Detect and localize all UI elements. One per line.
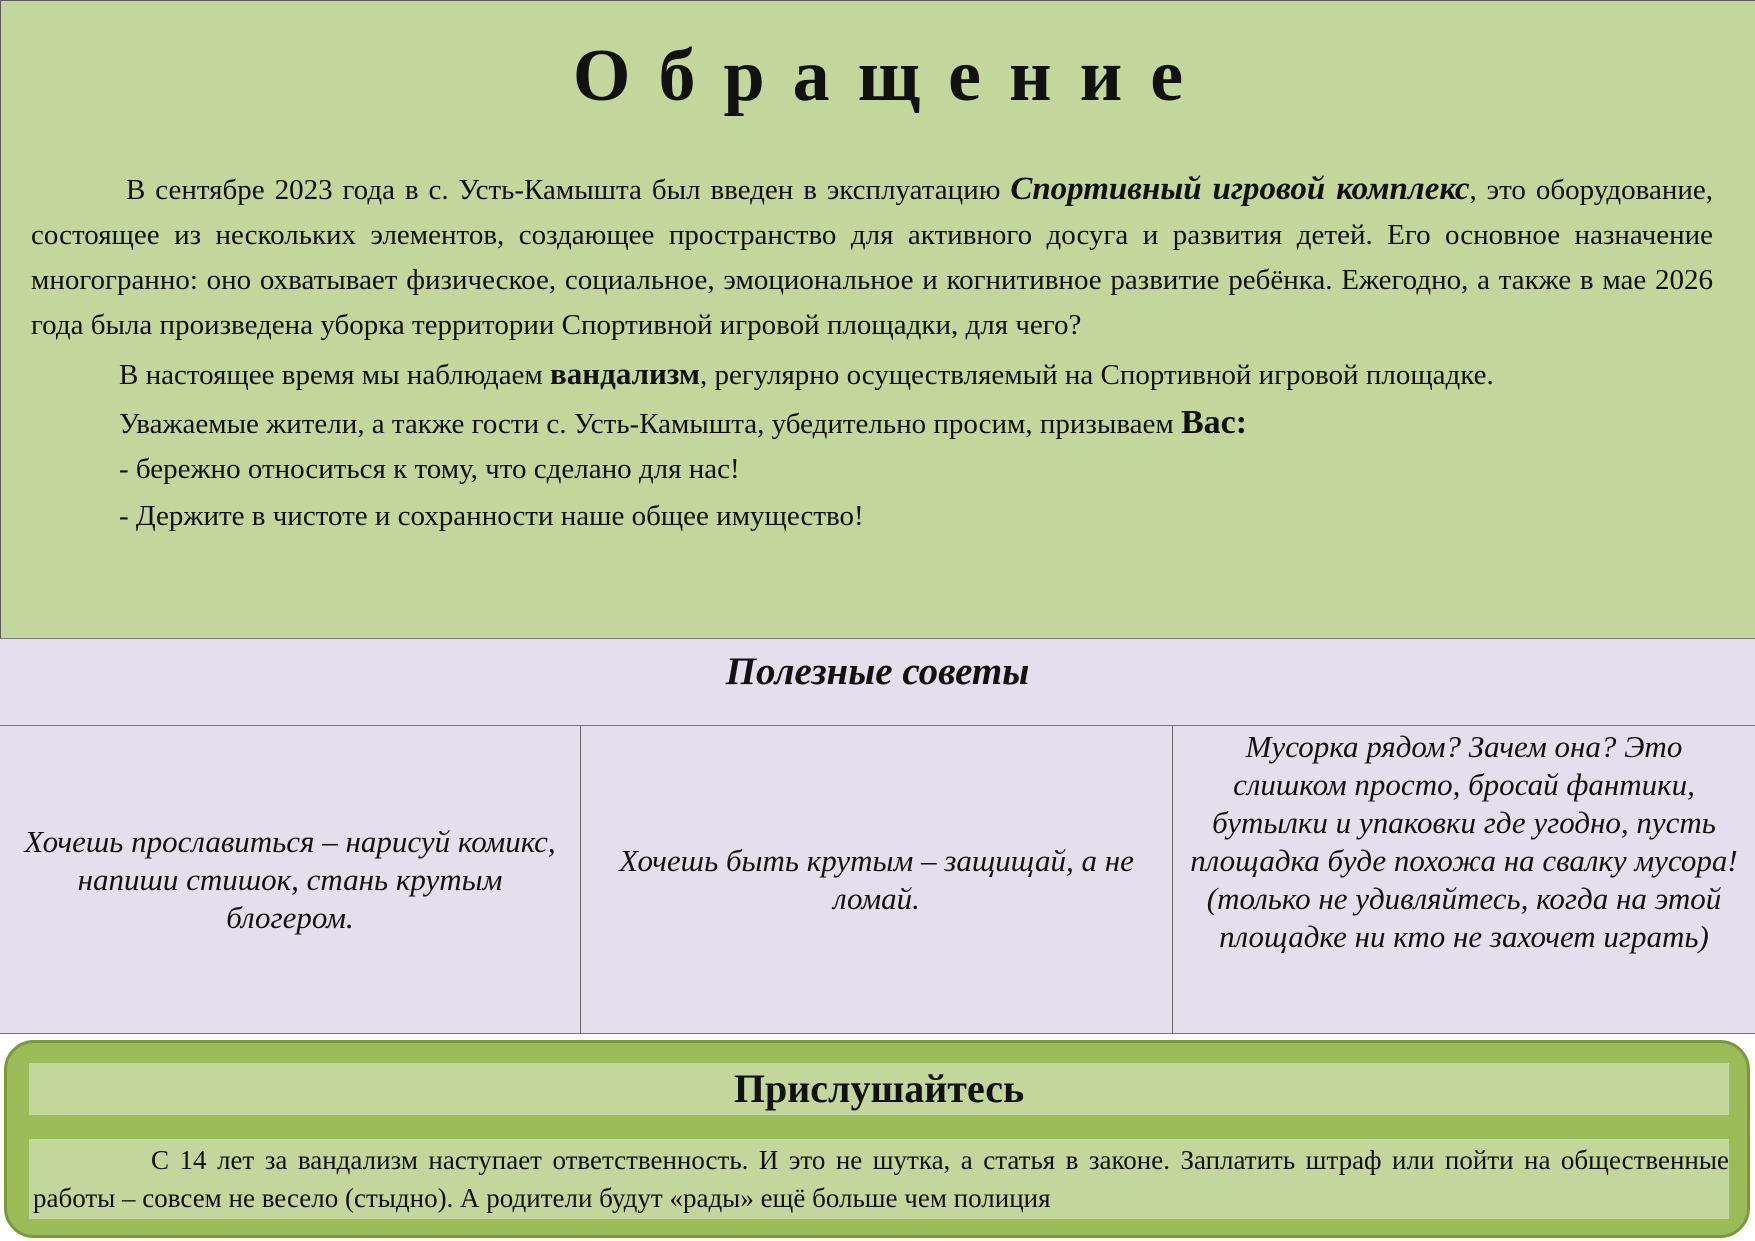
p2-text-start: В настоящее время мы наблюдаем xyxy=(119,359,551,391)
tip-3-note: (только не удивляйтесь, когда на этой площадке ни кто не захочет играть) xyxy=(1206,881,1722,954)
listen-body: С 14 лет за вандализм наступает ответственность. И это не шутка, а статья в законе. Заплатить штраф или пойти на общественные работы – совсем не весело (стыдно). А родители будут «рады» ещё больше чем полиция xyxy=(29,1139,1729,1219)
tips-title: Полезные советы xyxy=(725,650,1030,693)
tips-header xyxy=(0,638,1755,726)
appeal-paragraph-1 xyxy=(1,167,1755,348)
listen-box xyxy=(4,1040,1750,1238)
p1-text-start: В сентябре 2023 года в с. Усть-Камышта был введен в эксплуатацию xyxy=(126,174,1011,206)
p1-text-end: , это оборудование, состоящее из нескольких элементов, создающее пространство для активного досуга и развития детей. Его основное назначение многогранно: оно охватывает физическое, социальное, эмоциональное и когнитивное развитие ребёнка. Ежегодно, а также в мае 2026 года была произведена уборка территории Спортивной игровой площадки, для чего? xyxy=(31,174,1713,341)
appeal-item-1: - бережно относиться к тому, что сделано для нас! xyxy=(119,453,740,485)
tip-3-text: Мусорка рядом? Зачем она? Это слишком просто, бросай фантики, бутылки и упаковки где угодно, пусть площадка буде похожа на свалку мусора! xyxy=(1190,729,1738,878)
complex-name: Спортивный игровой комплекс xyxy=(1010,171,1470,207)
tip-2-text: Хочешь быть крутым – защищай, а не ломай. xyxy=(619,842,1134,916)
vandalism-word: вандализм xyxy=(550,356,700,391)
appeal-title: Обращение xyxy=(572,35,1212,117)
appeal-paragraph-2 xyxy=(1,351,1755,398)
tip-1-text: Хочешь прославиться – нарисуй комикс, напиши стишок, стань крутым блогером. xyxy=(24,823,556,935)
listen-title: Прислушайтесь xyxy=(29,1063,1729,1115)
tips-table-row xyxy=(0,726,1755,1034)
appeal-item-2: - Держите в чистоте и сохранности наше общее имущество! xyxy=(119,500,864,532)
you-word: Вас: xyxy=(1181,404,1248,441)
tip-cell-2 xyxy=(581,726,1173,1033)
tip-cell-3 xyxy=(1173,726,1755,1033)
tip-cell-1 xyxy=(0,726,581,1033)
appeal-paragraph-3 xyxy=(1,400,1755,447)
p2-text-end: , регулярно осуществляемый на Спортивной игровой площадке. xyxy=(700,359,1494,391)
p3-text-start: Уважаемые жители, а также гости с. Усть-Камышта, убедительно просим, призываем xyxy=(119,408,1181,440)
tip-3-content xyxy=(1187,728,1741,956)
